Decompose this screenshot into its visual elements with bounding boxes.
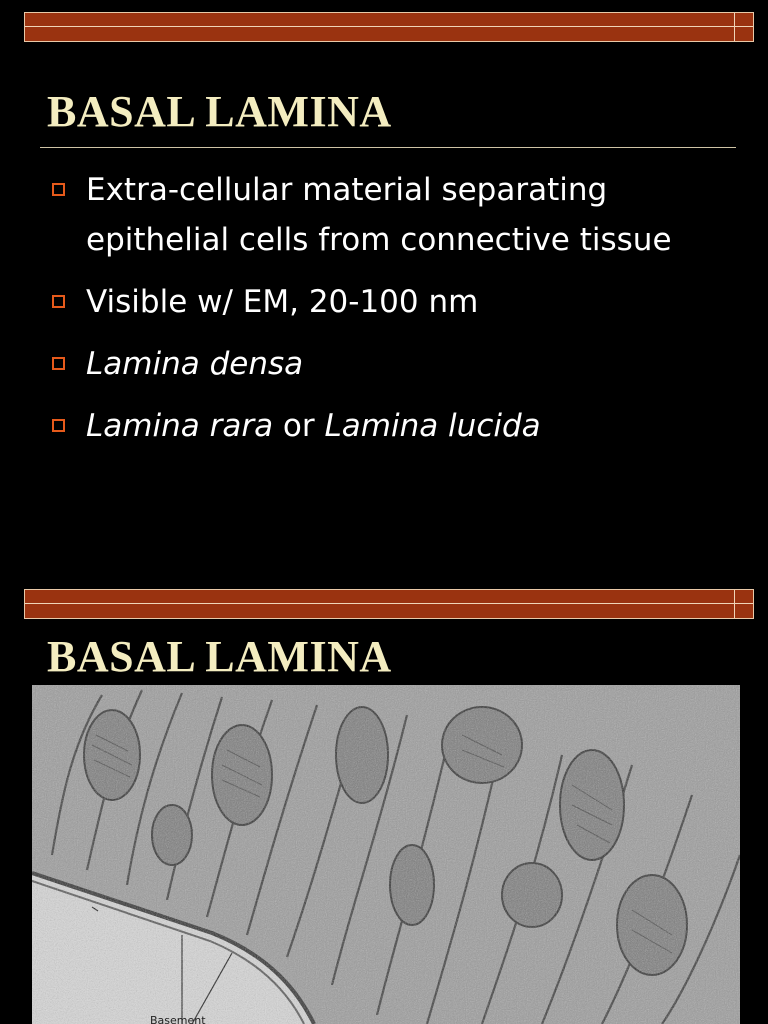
micrograph-drawing — [32, 685, 740, 1024]
bullet-text: Lamina densa — [86, 346, 304, 382]
square-bullet-icon — [52, 295, 65, 308]
bullet-text-part: Lamina rara — [86, 408, 274, 444]
band-corner-square — [734, 13, 753, 41]
bullet-text: Extra-cellular material separating epithelial cells from connective tissue — [86, 172, 672, 258]
square-bullet-icon — [52, 183, 65, 196]
title-underline — [40, 147, 736, 148]
electron-micrograph-image — [32, 685, 740, 1024]
bullet-item — [50, 277, 740, 327]
square-bullet-icon — [52, 419, 65, 432]
band-rule — [25, 603, 753, 604]
slide-title: BASAL LAMINA — [47, 87, 392, 136]
bullet-list — [50, 165, 740, 463]
band-corner-square — [734, 590, 753, 618]
bullet-item — [50, 165, 740, 265]
bullet-text: Visible w/ EM, 20-100 nm — [86, 284, 479, 320]
header-band — [24, 12, 754, 42]
micrograph-label: Basement — [150, 1014, 206, 1024]
slide-title: BASAL LAMINA — [47, 632, 392, 681]
header-band — [24, 589, 754, 619]
band-rule — [25, 26, 753, 27]
bullet-item — [50, 401, 740, 451]
slide-2 — [0, 585, 768, 1024]
bullet-text-part: or — [273, 408, 325, 444]
square-bullet-icon — [52, 357, 65, 370]
bullet-text-part: Lamina lucida — [324, 408, 541, 444]
bullet-item — [50, 339, 740, 389]
